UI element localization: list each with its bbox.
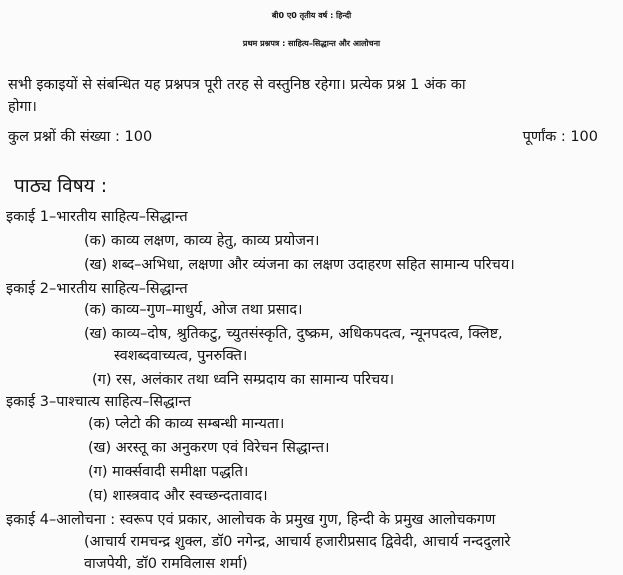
unit-1-item-b: (ख) शब्द–अभिधा, लक्षणा और व्यंजना का लक्षण उदाहरण सहित सामान्य परिचय। — [84, 257, 515, 273]
intro-line-1: सभी इकाइयों से संबन्धित यह प्रश्नपत्र पूरी तरह से वस्तुनिष्ठ रहेगा। प्रत्येक प्रश्न 1 अंक का — [8, 77, 466, 93]
unit-4-title: इकाई 4–आलोचना : स्वरूप एवं प्रकार, आलोचक के प्रमुख गुण, हिन्दी के प्रमुख आलोचकगण — [6, 512, 496, 528]
marks-row — [8, 126, 598, 146]
unit-2-item-a: (क) काव्य–गुण–माधुर्य, ओज तथा प्रसाद। — [84, 302, 303, 318]
unit-3-item-a: (क) प्लेटो की काव्य सम्बन्धी मान्यता। — [88, 416, 285, 432]
unit-4-critics-line-1: (आचार्य रामचन्द्र शुक्ल, डॉ0 नगेन्द्र, आचार्य हजारीप्रसाद द्विवेदी, आचार्य नन्ददुलारे — [84, 534, 511, 550]
unit-3-item-d: (घ) शास्त्रवाद और स्वच्छन्दतावाद। — [88, 488, 268, 504]
syllabus-heading: पाठ्य विषय : — [14, 175, 108, 197]
paper-title: प्रथम प्रश्नपत्र : साहित्य–सिद्धान्त और आलोचना — [242, 39, 381, 48]
unit-4-critics-line-2: वाजपेयी, डॉ0 रामविलास शर्मा) — [84, 556, 248, 572]
total-questions: कुल प्रश्नों की संख्या : 100 — [8, 129, 153, 145]
unit-2-item-c: (ग) रस, अलंकार तथा ध्वनि सम्प्रदाय का सामान्य परिचय। — [92, 372, 395, 388]
intro-line-2: होगा। — [8, 99, 37, 115]
unit-3-item-b: (ख) अरस्तू का अनुकरण एवं विरेचन सिद्धान्त। — [88, 440, 330, 456]
unit-2-item-b-continued: स्वशब्दवाच्यत्व, पुनरुक्ति। — [114, 348, 248, 364]
unit-1-title: इकाई 1–भारतीय साहित्य–सिद्धान्त — [6, 209, 188, 225]
unit-1-item-a: (क) काव्य लक्षण, काव्य हेतु, काव्य प्रयोजन। — [84, 233, 320, 249]
unit-2-item-b: (ख) काव्य–दोष, श्रुतिकटु, च्युतसंस्कृति, दुष्क्रम, अधिकपदत्व, न्यूनपदत्व, क्लिष्ट, — [84, 326, 503, 342]
full-marks: पूर्णांक : 100 — [522, 129, 598, 145]
unit-3-item-c: (ग) मार्क्सवादी समीक्षा पद्धति। — [88, 464, 249, 480]
unit-2-title: इकाई 2–भारतीय साहित्य–सिद्धान्त — [6, 281, 188, 297]
unit-3-title: इकाई 3–पाश्चात्य साहित्य–सिद्धान्त — [6, 394, 192, 410]
course-title: बी0 ए0 तृतीय वर्ष : हिन्दी — [271, 11, 352, 20]
